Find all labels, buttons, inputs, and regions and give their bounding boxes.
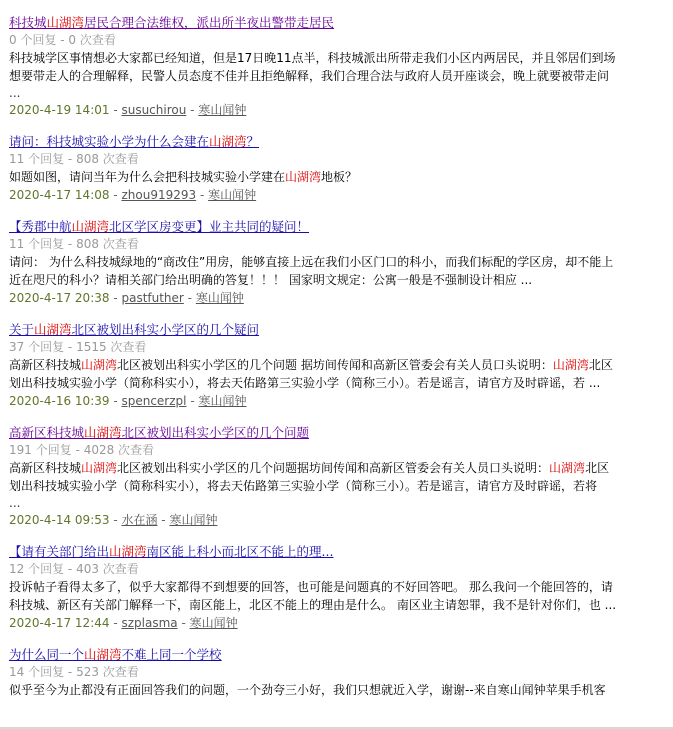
- title-text: 请问：科技城实验小学为什么会建在: [9, 134, 210, 149]
- snippet-text: 地板？: [321, 170, 358, 184]
- separator: -: [64, 562, 77, 576]
- separator: -: [109, 513, 122, 527]
- result-stats: [9, 561, 669, 578]
- result-snippet: [9, 459, 621, 495]
- view-count: 403 次查看: [76, 562, 139, 576]
- result-footer: [9, 392, 669, 410]
- result-snippet: 请问： 为什么科技城绿地的“商改住”用房，能够直接上远在我们小区门口的科小，而我们标配的学区房，却不能上近在咫尺的科小？请相关部门给出明确的答复！！！ 国家明文规定：公寓一般是不强制设计相应 ...: [9, 255, 614, 287]
- author-link[interactable]: pastfuther: [121, 291, 184, 305]
- result-snippet: 似乎至今为止都没有正面回答我们的问题，一个劲夸三小好，我们只想就近入学，谢谢--来自寒山闻钟苹果手机客: [9, 683, 606, 697]
- result-item: [9, 424, 669, 529]
- separator: -: [196, 188, 209, 202]
- title-keyword-highlight: 山湖湾: [209, 134, 247, 149]
- result-footer: [9, 186, 669, 204]
- result-footer: [9, 101, 669, 119]
- reply-count: 11 个回复: [9, 237, 65, 251]
- view-count: 808 次查看: [76, 237, 139, 251]
- post-date: 2020-4-19 14:01: [9, 103, 110, 117]
- result-stats: [9, 236, 669, 253]
- separator: -: [109, 188, 122, 202]
- snippet-text: 北区被划出科实小学区的几个问题据坊间传闻和高新区管委会有关人员口头说明：: [117, 461, 550, 475]
- title-text: 【请有关部门给出: [9, 544, 110, 559]
- reply-count: 12 个回复: [9, 562, 65, 576]
- title-keyword-highlight: 山湖湾: [84, 647, 122, 662]
- title-text: 居民合理合法维权，派出所半夜出警带走居民: [84, 15, 335, 30]
- snippet-keyword-highlight: 山湖湾: [549, 461, 586, 475]
- reply-count: 0 个回复: [9, 33, 57, 47]
- title-keyword-highlight: 山湖湾: [46, 15, 85, 30]
- post-date: 2020-4-16 10:39: [9, 394, 110, 408]
- result-stats: [9, 442, 669, 459]
- separator: -: [109, 103, 122, 117]
- post-date: 2020-4-17 14:08: [9, 188, 110, 202]
- search-results-list: [9, 14, 669, 713]
- result-title-link[interactable]: [9, 321, 259, 339]
- separator: -: [183, 291, 196, 305]
- snippet-text: 高新区科技城: [9, 358, 82, 372]
- title-text: 北区学区房变更】业主共同的疑问！: [109, 219, 310, 234]
- separator: -: [64, 152, 77, 166]
- separator: -: [157, 513, 170, 527]
- title-keyword-highlight: 山湖湾: [84, 425, 122, 440]
- separator: -: [109, 291, 122, 305]
- result-snippet: [9, 168, 621, 186]
- view-count: 0 次查看: [68, 33, 116, 47]
- title-keyword-highlight: 山湖湾: [109, 544, 147, 559]
- forum-link[interactable]: 寒山闻钟: [198, 394, 247, 408]
- result-footer: [9, 614, 669, 632]
- separator: -: [56, 33, 69, 47]
- reply-count: 14 个回复: [9, 665, 65, 679]
- separator: -: [109, 394, 122, 408]
- result-snippet: [9, 356, 621, 392]
- post-date: 2020-4-14 09:53: [9, 513, 110, 527]
- forum-link[interactable]: 寒山闻钟: [208, 188, 257, 202]
- title-text: ？: [246, 134, 260, 149]
- title-text: 【秀郡中航: [9, 219, 72, 234]
- result-snippet: 投诉帖子看得太多了，似乎大家都得不到想要的回答，也可能是问题真的不好回答吧。 那么我问一个能回答的，请科技城、新区有关部门解释一下，南区能上，北区不能上的理由是什么。 南区业主请恕罪，我不是针对你们，也 ...: [9, 580, 617, 612]
- result-title-link[interactable]: [9, 646, 222, 664]
- result-title-link[interactable]: [9, 424, 309, 442]
- result-footer: [9, 511, 669, 529]
- title-keyword-highlight: 山湖湾: [71, 219, 110, 234]
- snippet-keyword-highlight: 山湖湾: [81, 461, 118, 475]
- view-count: 523 次查看: [76, 665, 139, 679]
- separator: -: [71, 443, 84, 457]
- result-stats: [9, 151, 669, 168]
- result-item: [9, 218, 669, 307]
- title-keyword-highlight: 山湖湾: [34, 322, 72, 337]
- result-title-link[interactable]: [9, 133, 259, 151]
- result-item: [9, 646, 669, 699]
- title-text: 南区能上科小而北区不能上的理...: [146, 544, 334, 559]
- view-count: 808 次查看: [76, 152, 139, 166]
- separator: -: [186, 394, 199, 408]
- result-snippet: 科技城学区事情想必大家都已经知道，但是17日晚11点半，科技城派出所带走我们小区内两居民，并且邻居们到场想要带走人的合理解释，民警人员态度不佳并且拒绝解释，我们合理合法与政府人员开座谈会，晚上就要被带走问: [9, 51, 616, 83]
- post-date: 2020-4-17 20:38: [9, 291, 110, 305]
- forum-link[interactable]: 寒山闻钟: [198, 103, 247, 117]
- author-link[interactable]: spencerzpl: [121, 394, 187, 408]
- result-stats: [9, 339, 669, 356]
- title-text: 北区被划出科实小学区的几个疑问: [71, 322, 260, 337]
- author-link[interactable]: zhou919293: [121, 188, 197, 202]
- result-item: [9, 133, 669, 204]
- snippet-text: 北区被划出科实小学区的几个问题 据坊间传闻和高新区管委会有关人员口头说明：: [117, 358, 553, 372]
- author-link[interactable]: susuchirou: [121, 103, 187, 117]
- view-count: 4028 次查看: [83, 443, 155, 457]
- result-title-link[interactable]: [9, 218, 309, 236]
- snippet-keyword-highlight: 山湖湾: [552, 358, 589, 372]
- forum-link[interactable]: 寒山闻钟: [169, 513, 218, 527]
- forum-link[interactable]: 寒山闻钟: [195, 291, 244, 305]
- author-link[interactable]: szplasma: [121, 616, 178, 630]
- title-text: 科技城: [9, 15, 47, 30]
- result-title-link[interactable]: [9, 543, 333, 561]
- result-item: [9, 543, 669, 632]
- title-text: 北区被划出科实小学区的几个问题: [121, 425, 310, 440]
- snippet-text: 北区划出科技城实验小学（简称科实小），将去天佑路第三实验小学（简称三小）。若是谣言，请官方及时辟谣，若将: [9, 461, 610, 493]
- snippet-text: 高新区科技城: [9, 461, 82, 475]
- result-item: [9, 14, 669, 119]
- snippet-text: 如题如图，请问当年为什么会把科技城实验小学建在: [9, 170, 286, 184]
- snippet-keyword-highlight: 山湖湾: [285, 170, 322, 184]
- separator: -: [109, 616, 122, 630]
- reply-count: 37 个回复: [9, 340, 65, 354]
- separator: -: [64, 340, 77, 354]
- title-text: 关于: [9, 322, 35, 337]
- reply-count: 191 个回复: [9, 443, 72, 457]
- separator: -: [186, 103, 199, 117]
- snippet-ellipsis: ...: [9, 496, 21, 510]
- reply-count: 11 个回复: [9, 152, 65, 166]
- result-stats: [9, 32, 669, 49]
- title-text: 不难上同一个学校: [121, 647, 222, 662]
- separator: -: [64, 237, 77, 251]
- separator: -: [177, 616, 190, 630]
- result-stats: [9, 664, 669, 681]
- post-date: 2020-4-17 12:44: [9, 616, 110, 630]
- result-footer: [9, 289, 669, 307]
- forum-link[interactable]: 寒山闻钟: [189, 616, 238, 630]
- title-text: 高新区科技城: [9, 425, 85, 440]
- title-text: 为什么同一个: [9, 647, 85, 662]
- snippet-keyword-highlight: 山湖湾: [81, 358, 118, 372]
- result-title-link[interactable]: [9, 14, 334, 32]
- view-count: 1515 次查看: [76, 340, 147, 354]
- result-item: [9, 321, 669, 410]
- snippet-text: 北区划出科技城实验小学（简称科实小），将去天佑路第三实验小学（简称三小）。若是谣言，请官方及时辟谣，若 ...: [9, 358, 613, 390]
- author-link[interactable]: 水在涵: [121, 513, 158, 527]
- snippet-ellipsis: ...: [9, 86, 21, 100]
- separator: -: [64, 665, 77, 679]
